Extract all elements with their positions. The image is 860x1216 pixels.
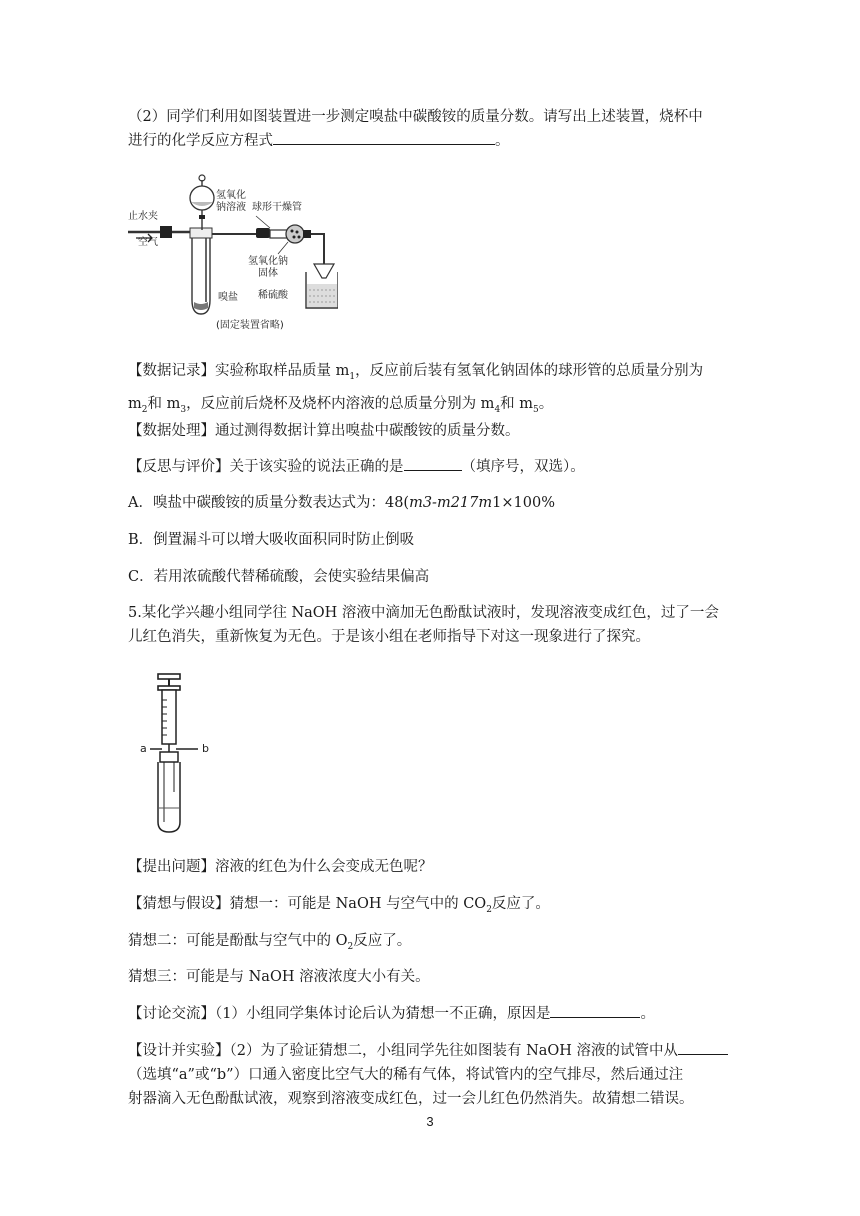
discussion-suffix: 。 — [640, 1006, 655, 1022]
inverted-funnel — [314, 264, 334, 278]
hypothesis-1-prefix: 猜想一：可能是 NaOH 与空气中的 CO — [229, 896, 487, 912]
stopper — [190, 228, 212, 238]
drying-tube-bulb — [286, 225, 304, 243]
option-a-prefix: A．嗅盐中碳酸铵的质量分数表达式为：48( — [128, 495, 410, 511]
label-naoh-solution: 氢氧化 — [216, 190, 246, 201]
hypothesis-3: 猜想三：可能是与 NaOH 溶液浓度大小有关。 — [128, 969, 430, 985]
question-tag: 【提出问题】 — [128, 859, 215, 875]
hypothesis-1-suffix: 反应了。 — [491, 896, 550, 912]
data-record-and2: 和 m — [500, 395, 534, 412]
design-line1 — [128, 1038, 733, 1065]
option-a — [128, 490, 733, 517]
label-smelling-salt: 嗅盐 — [218, 292, 238, 303]
label-stopcock: 止水夹 — [128, 211, 158, 222]
data-record-end: 。 — [538, 395, 554, 412]
data-record-text2: ，反应前后装有氢氧化钠固体的球形管的总质量分别为 — [355, 363, 704, 379]
label-a: a — [140, 742, 147, 755]
label-drying-tube: 球形干燥管 — [252, 202, 302, 213]
q2-line2-suffix: 。 — [495, 133, 510, 149]
data-process-tag: 【数据处理】 — [128, 423, 215, 439]
answer-blank-discussion[interactable] — [550, 1002, 640, 1018]
q5-line2: 儿红色消失，重新恢复为无色。于是该小组在老师指导下对这一现象进行了探究。 — [128, 629, 650, 645]
discussion-text: （1）小组同学集体讨论后认为猜想一不正确，原因是 — [215, 1006, 551, 1022]
page-number: 3 — [426, 1114, 434, 1129]
hypothesis-2 — [128, 928, 733, 961]
tube-stopper — [160, 752, 178, 762]
q2-line2 — [128, 128, 733, 155]
label-naoh-solid: 氢氧化钠 — [248, 256, 288, 267]
data-record-text3: ，反应前后烧杯及烧杯内溶液的总质量分别为 m — [186, 395, 495, 412]
q5-line1: 5.某化学兴趣小组同学往 NaOH 溶液中滴加无色酚酞试液时，发现溶液变成红色，过了一会 — [128, 605, 719, 621]
separatory-funnel — [190, 186, 214, 210]
option-b: B．倒置漏斗可以增大吸收面积同时防止倒吸 — [128, 532, 415, 548]
data-record-and1: 和 m — [147, 395, 181, 412]
answer-blank-inlet[interactable] — [678, 1039, 728, 1055]
sub-3: 3 — [180, 404, 187, 415]
design-tag: 【设计并实验】 — [128, 1043, 230, 1059]
discussion-paragraph — [128, 1001, 733, 1028]
label-dilute-acid: 稀硫酸 — [258, 290, 288, 301]
data-record-text1: 实验称取样品质量 m — [215, 363, 350, 379]
reflection-suffix: （填序号，双选）。 — [461, 459, 585, 475]
hypothesis-2-prefix: 猜想二：可能是酚酞与空气中的 O — [128, 933, 348, 949]
hypothesis-tag: 【猜想与假设】 — [128, 896, 230, 912]
figure1-caption: (固定装置省略) — [216, 320, 284, 331]
option-a-formula: m3-m217m — [409, 495, 493, 511]
apparatus-figure-1 — [128, 172, 338, 332]
reflection-paragraph — [128, 454, 733, 481]
q2-line1: （2）同学们利用如图装置进一步测定嗅盐中碳酸铵的质量分数。请写出上述装置，烧杯中 — [128, 109, 703, 125]
answer-blank-equation[interactable] — [273, 129, 495, 145]
question-paragraph — [128, 854, 733, 881]
data-process-text: 通过测得数据计算出嗅盐中碳酸铵的质量分数。 — [215, 423, 520, 439]
stopcock-clamp — [160, 226, 172, 238]
label-b: b — [202, 742, 209, 755]
question-text: 溶液的红色为什么会变成无色呢？ — [215, 859, 433, 875]
data-process-paragraph — [128, 418, 733, 445]
syringe-barrel — [162, 690, 176, 744]
design-line3: 射器滴入无色酚酞试液，观察到溶液变成红色，过一会儿红色仍然消失。故猜想二错误。 — [128, 1091, 694, 1107]
reflection-tag: 【反思与评价】 — [128, 459, 230, 475]
sub-5: 5 — [533, 404, 539, 415]
label-naoh-solid-2: 固体 — [258, 268, 278, 279]
discussion-tag: 【讨论交流】 — [128, 1006, 215, 1022]
test-tube-2 — [158, 762, 180, 832]
option-c: C．若用浓硫酸代替稀硫酸，会使实验结果偏高 — [128, 569, 430, 585]
syringe-plunger-head — [158, 674, 180, 679]
hypothesis-2-sub: 2 — [347, 941, 354, 952]
apparatus-figure-2 — [140, 672, 220, 834]
smelling-salt-sample — [194, 302, 208, 310]
sub-2: 2 — [141, 404, 148, 415]
hypothesis-1-sub: 2 — [486, 904, 492, 915]
data-record-tag: 【数据记录】 — [128, 363, 215, 379]
test-tube — [192, 234, 210, 314]
reflection-text: 关于该实验的说法正确的是 — [229, 459, 404, 475]
option-a-suffix: 1×100% — [492, 495, 555, 511]
q2-line2-prefix: 进行的化学反应方程式 — [128, 133, 273, 149]
answer-blank-reflection[interactable] — [404, 455, 462, 471]
data-record-paragraph — [128, 358, 733, 424]
label-naoh-solution-2: 钠溶液 — [216, 202, 246, 213]
design-line1-text: （2）为了验证猜想二，小组同学先往如图装有 NaOH 溶液的试管中从 — [229, 1043, 679, 1059]
sub-4: 4 — [494, 404, 501, 415]
design-line2: （选填“a”或“b”）口通入密度比空气大的稀有气体，将试管内的空气排尽，然后通过注 — [128, 1067, 684, 1083]
hypothesis-2-suffix: 反应了。 — [353, 933, 412, 949]
hypothesis-1 — [128, 891, 733, 924]
sub-1: 1 — [349, 371, 356, 382]
label-air: 空气 — [138, 237, 158, 248]
data-record-m2: m — [128, 395, 142, 412]
